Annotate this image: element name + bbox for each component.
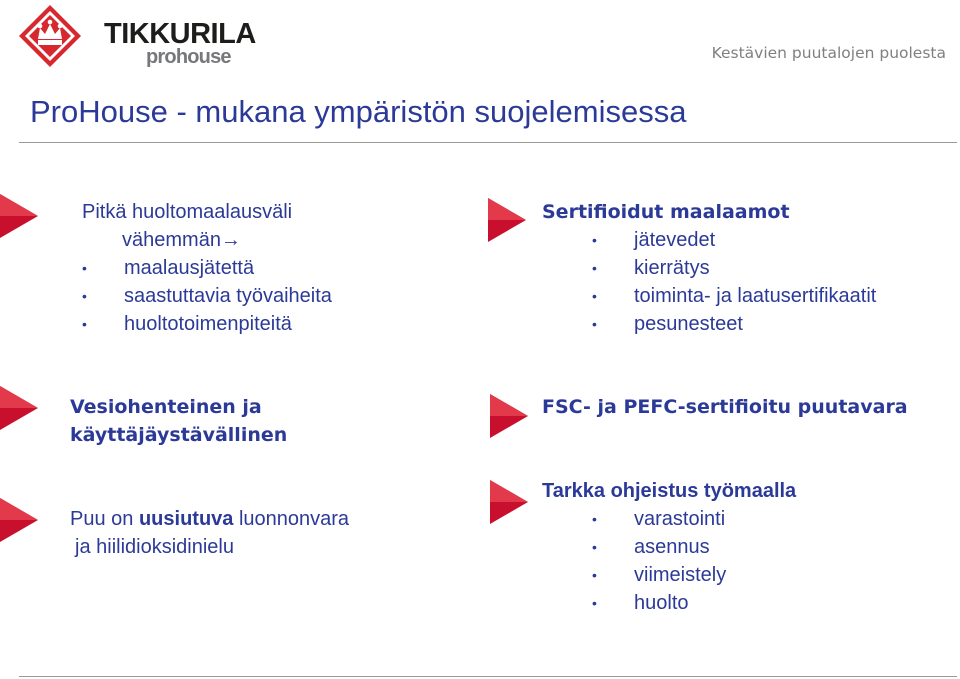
footer-divider bbox=[19, 676, 957, 677]
certified-paint-shops-block bbox=[542, 198, 876, 338]
list-item: • kierrätys bbox=[582, 254, 876, 282]
renewable-wood-line1: Puu on uusiutuva luonnonvara bbox=[70, 508, 350, 530]
bullet-dot-icon: • bbox=[592, 511, 597, 527]
list-item: • toiminta- ja laatusertifikaatit bbox=[582, 282, 876, 310]
instructions-list bbox=[582, 505, 796, 617]
logo-subbrand: prohouse bbox=[146, 46, 231, 68]
maintenance-list bbox=[72, 254, 332, 338]
page-title: ProHouse - mukana ympäristön suojelemisessa bbox=[30, 94, 687, 129]
bullet-dot-icon: • bbox=[82, 316, 87, 332]
bullet-dot-icon: • bbox=[592, 316, 597, 332]
list-item: • huolto bbox=[582, 589, 796, 617]
tikkurila-crown-emblem-icon bbox=[18, 4, 82, 68]
maintenance-subheading: vähemmän→ bbox=[122, 229, 241, 251]
list-item: • jätevedet bbox=[582, 226, 876, 254]
tikkurila-prohouse-logo bbox=[18, 4, 256, 70]
certified-list bbox=[582, 226, 876, 338]
arrow-bullet-icon bbox=[0, 194, 38, 238]
list-item: • huoltotoimenpiteitä bbox=[72, 310, 332, 338]
list-item: • viimeistely bbox=[582, 561, 796, 589]
list-item: • asennus bbox=[582, 533, 796, 561]
arrow-bullet-icon bbox=[0, 386, 38, 430]
arrow-bullet-icon bbox=[490, 480, 528, 524]
arrow-bullet-icon bbox=[0, 498, 38, 542]
bullet-dot-icon: • bbox=[592, 288, 597, 304]
bullet-dot-icon: • bbox=[82, 260, 87, 276]
arrow-bullet-icon bbox=[490, 394, 528, 438]
renewable-wood-block bbox=[70, 505, 349, 561]
title-divider bbox=[19, 142, 957, 143]
bullet-dot-icon: • bbox=[592, 539, 597, 555]
bullet-dot-icon: • bbox=[592, 232, 597, 248]
bullet-dot-icon: • bbox=[592, 595, 597, 611]
fsc-heading: FSC- ja PEFC-sertifioitu puutavara bbox=[542, 396, 908, 418]
site-instructions-block bbox=[542, 477, 796, 617]
bullet-dot-icon: • bbox=[82, 288, 87, 304]
certified-heading: Sertifioidut maalaamot bbox=[542, 201, 790, 223]
waterborne-block bbox=[70, 393, 287, 449]
list-item: • saastuttavia työvaiheita bbox=[72, 282, 332, 310]
instructions-heading: Tarkka ohjeistus työmaalla bbox=[542, 480, 797, 502]
list-item: • maalausjätettä bbox=[72, 254, 332, 282]
header-tagline: Kestävien puutalojen puolesta bbox=[711, 44, 946, 62]
fsc-pefc-block bbox=[542, 393, 908, 421]
logo-wordmark: TIKKURILA bbox=[104, 18, 256, 50]
list-item: • pesunesteet bbox=[582, 310, 876, 338]
bullet-dot-icon: • bbox=[592, 260, 597, 276]
maintenance-interval-block bbox=[82, 198, 332, 338]
maintenance-heading: Pitkä huoltomaalausväli bbox=[82, 201, 293, 223]
list-item: • varastointi bbox=[582, 505, 796, 533]
waterborne-line2: käyttäjäystävällinen bbox=[70, 424, 288, 446]
arrow-bullet-icon bbox=[488, 198, 526, 242]
bullet-dot-icon: • bbox=[592, 567, 597, 583]
renewable-wood-line2: ja hiilidioksidinielu bbox=[75, 536, 234, 558]
waterborne-line1: Vesiohenteinen ja bbox=[70, 396, 262, 418]
